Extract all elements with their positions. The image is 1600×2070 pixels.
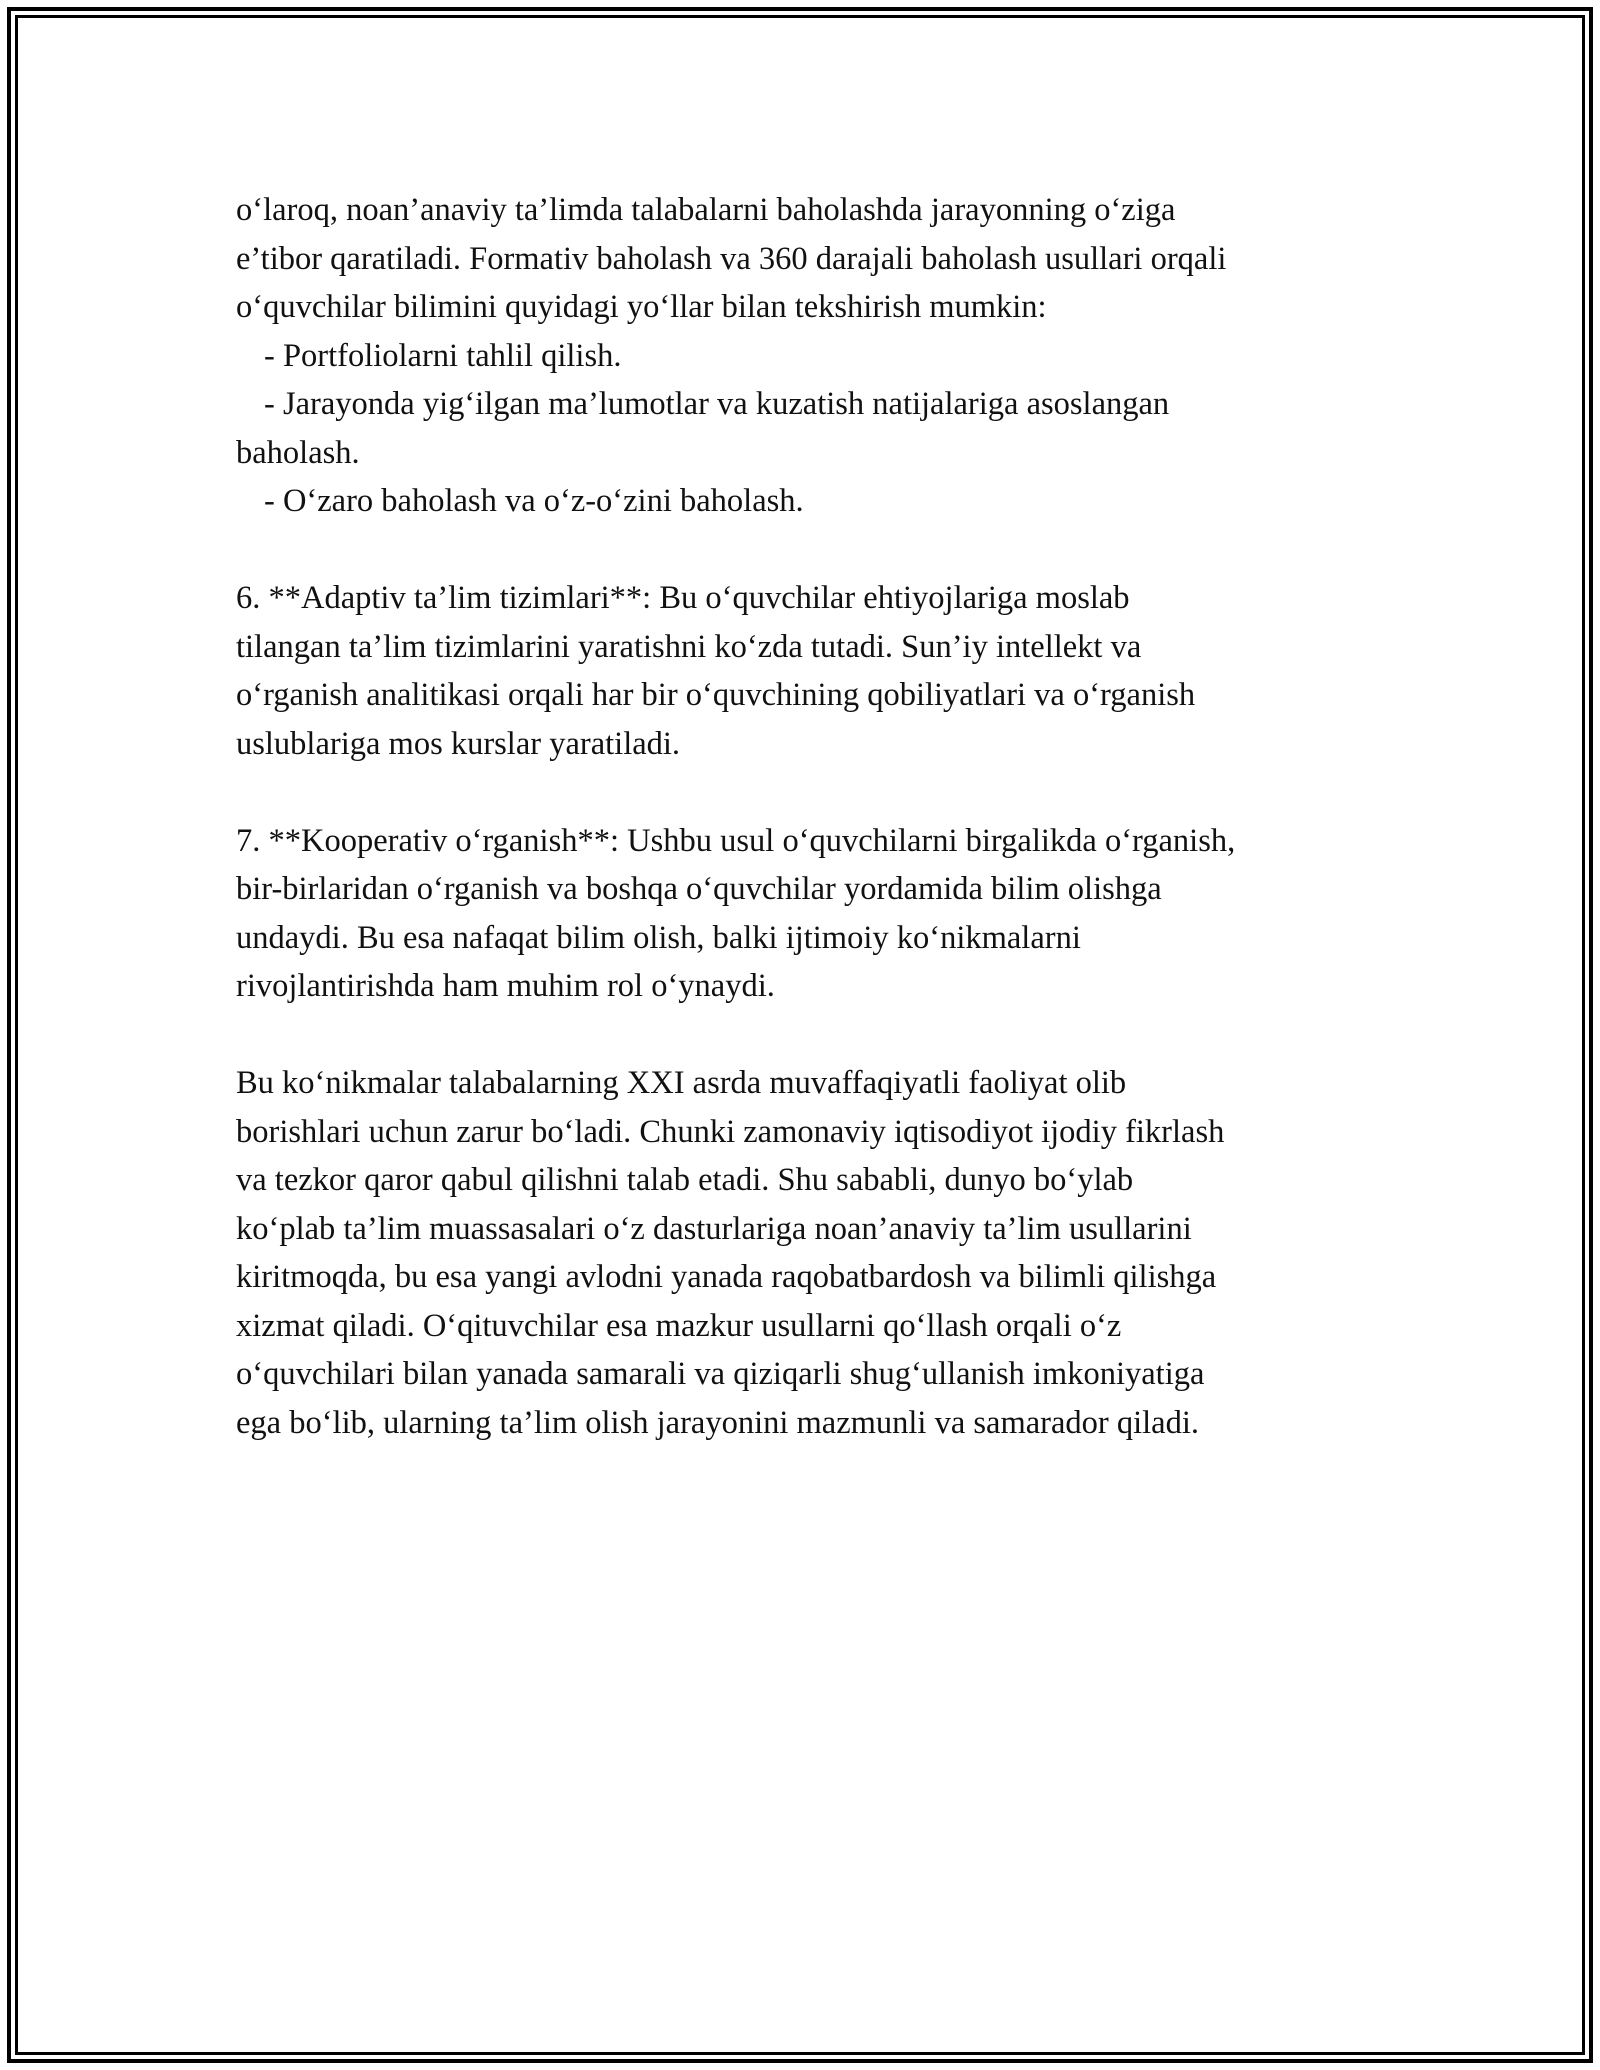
paragraph-spacer	[236, 526, 1376, 575]
text-line: 7. **Kooperativ o‘rganish**: Ushbu usul o‘quvchilarni birgalikda o‘rganish,	[236, 822, 1236, 859]
text-line: o‘quvchilari bilan yanada samarali va qiziqarli shug‘ullanish imkoniyatiga	[236, 1356, 1205, 1392]
text-line: ega bo‘lib, ularning ta’lim olish jarayonini mazmunli va samarador qiladi.	[236, 1404, 1200, 1441]
conclusion-paragraph	[236, 1059, 1376, 1447]
adaptive-learning-paragraph	[236, 574, 1376, 768]
text-line: uslublariga mos kurslar yaratiladi.	[236, 725, 681, 762]
text-line: xizmat qiladi. O‘qituvchilar esa mazkur usullarni qo‘llash orqali o‘z	[236, 1307, 1122, 1344]
text-line: 6. **Adaptiv ta’lim tizimlari**: Bu o‘quvchilar ehtiyojlariga moslab	[236, 580, 1130, 616]
text-line: undaydi. Bu esa nafaqat bilim olish, balki ijtimoiy ko‘nikmalarni	[236, 919, 1081, 956]
document-body	[236, 186, 1376, 1447]
text-line: kiritmoqda, bu esa yangi avlodni yanada raqobatbardosh va bilimli qilishga	[236, 1259, 1217, 1295]
bullet-item: - Portfoliolarni tahlil qilish.	[264, 337, 622, 374]
text-line: va tezkor qaror qabul qilishni talab etadi. Shu sababli, dunyo bo‘ylab	[236, 1162, 1134, 1198]
assessment-paragraph	[236, 186, 1376, 526]
text-line: bir-birlaridan o‘rganish va boshqa o‘quvchilar yordamida bilim olishga	[236, 871, 1162, 907]
paragraph-spacer	[236, 1011, 1376, 1060]
bullet-item: - Jarayonda yig‘ilgan ma’lumotlar va kuzatish natijalariga asoslangan	[264, 386, 1170, 422]
cooperative-learning-paragraph	[236, 817, 1376, 1011]
text-line: borishlari uchun zarur bo‘ladi. Chunki zamonaviy iqtisodiyot ijodiy fikrlash	[236, 1113, 1225, 1150]
bullet-item: - O‘zaro baholash va o‘z-o‘zini baholash.	[264, 483, 804, 519]
text-line: o‘quvchilar bilimini quyidagi yo‘llar bilan tekshirish mumkin:	[236, 289, 1047, 325]
text-line: tilangan ta’lim tizimlarini yaratishni ko‘zda tutadi. Sun’iy intellekt va	[236, 628, 1142, 665]
text-line: Bu ko‘nikmalar talabalarning XXI asrda muvaffaqiyatli faoliyat olib	[236, 1065, 1127, 1101]
text-line: e’tibor qaratiladi. Formativ baholash va 360 darajali baholash usullari orqali	[236, 240, 1227, 277]
text-line: rivojlantirishda ham muhim rol o‘ynaydi.	[236, 968, 775, 1004]
text-line: o‘laroq, noan’anaviy ta’limda talabalarni baholashda jarayonning o‘ziga	[236, 192, 1176, 228]
text-line: o‘rganish analitikasi orqali har bir o‘quvchining qobiliyatlari va o‘rganish	[236, 677, 1196, 713]
paragraph-spacer	[236, 768, 1376, 817]
bullet-item-continuation: baholash.	[236, 434, 360, 471]
text-line: ko‘plab ta’lim muassasalari o‘z dasturlariga noan’anaviy ta’lim usullarini	[236, 1210, 1192, 1247]
